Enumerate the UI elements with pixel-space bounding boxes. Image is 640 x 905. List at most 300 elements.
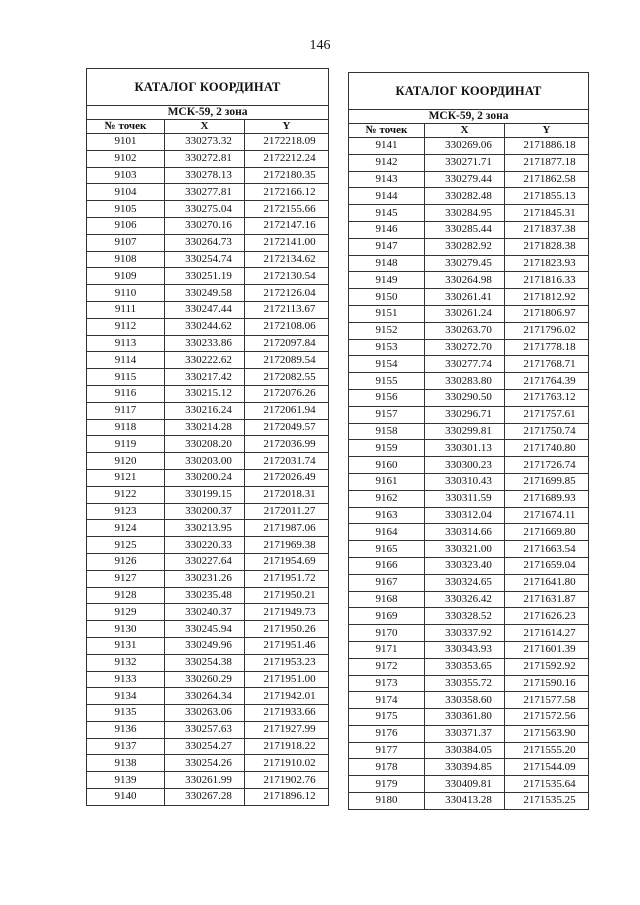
point-number-cell: 9106 xyxy=(87,217,165,234)
table-row xyxy=(87,335,329,352)
point-number-cell: 9149 xyxy=(349,272,425,289)
y-coordinate-cell: 2171969.38 xyxy=(245,537,329,554)
point-number-cell: 9110 xyxy=(87,285,165,302)
table-row xyxy=(87,654,329,671)
point-number-cell: 9127 xyxy=(87,570,165,587)
y-coordinate-cell: 2171663.54 xyxy=(505,541,589,558)
table-row xyxy=(349,406,589,423)
table-row xyxy=(349,289,589,306)
point-number-cell: 9155 xyxy=(349,373,425,390)
point-number-cell: 9112 xyxy=(87,318,165,335)
point-number-cell: 9122 xyxy=(87,486,165,503)
point-number-cell: 9104 xyxy=(87,184,165,201)
point-number-cell: 9171 xyxy=(349,641,425,658)
x-coordinate-cell: 330235.48 xyxy=(165,587,245,604)
y-coordinate-cell: 2171942.01 xyxy=(245,688,329,705)
x-coordinate-cell: 330413.28 xyxy=(425,793,505,810)
point-number-cell: 9132 xyxy=(87,654,165,671)
point-number-cell: 9111 xyxy=(87,301,165,318)
coordinate-system-zone: МСК-59, 2 зона xyxy=(87,106,329,120)
coordinate-catalog-table-left xyxy=(86,68,329,806)
point-number-cell: 9133 xyxy=(87,671,165,688)
point-number-cell: 9139 xyxy=(87,772,165,789)
table-row xyxy=(87,453,329,470)
point-number-cell: 9124 xyxy=(87,520,165,537)
point-number-cell: 9126 xyxy=(87,553,165,570)
point-number-cell: 9160 xyxy=(349,457,425,474)
y-coordinate-cell: 2171592.92 xyxy=(505,658,589,675)
y-coordinate-cell: 2171689.93 xyxy=(505,490,589,507)
x-coordinate-cell: 330257.63 xyxy=(165,721,245,738)
column-header-point-number: № точек xyxy=(87,120,165,134)
point-number-cell: 9120 xyxy=(87,453,165,470)
table-row xyxy=(349,524,589,541)
table-row xyxy=(87,469,329,486)
table-row xyxy=(87,520,329,537)
table-row xyxy=(349,725,589,742)
y-coordinate-cell: 2171740.80 xyxy=(505,440,589,457)
table-row xyxy=(87,268,329,285)
table-row xyxy=(349,171,589,188)
point-number-cell: 9173 xyxy=(349,675,425,692)
table-row xyxy=(87,671,329,688)
x-coordinate-cell: 330271.71 xyxy=(425,154,505,171)
y-coordinate-cell: 2171951.00 xyxy=(245,671,329,688)
x-coordinate-cell: 330282.48 xyxy=(425,188,505,205)
x-coordinate-cell: 330371.37 xyxy=(425,725,505,742)
table-row xyxy=(87,537,329,554)
y-coordinate-cell: 2172126.04 xyxy=(245,285,329,302)
point-number-cell: 9152 xyxy=(349,322,425,339)
x-coordinate-cell: 330278.13 xyxy=(165,167,245,184)
point-number-cell: 9135 xyxy=(87,705,165,722)
column-header-x: X xyxy=(425,124,505,138)
point-number-cell: 9113 xyxy=(87,335,165,352)
catalog-title: КАТАЛОГ КООРДИНАТ xyxy=(349,73,589,110)
x-coordinate-cell: 330261.99 xyxy=(165,772,245,789)
table-row xyxy=(87,503,329,520)
y-coordinate-cell: 2172097.84 xyxy=(245,335,329,352)
table-row xyxy=(349,322,589,339)
table-row xyxy=(349,440,589,457)
point-number-cell: 9115 xyxy=(87,369,165,386)
x-coordinate-cell: 330358.60 xyxy=(425,692,505,709)
point-number-cell: 9170 xyxy=(349,625,425,642)
table-row xyxy=(349,793,589,810)
x-coordinate-cell: 330247.44 xyxy=(165,301,245,318)
y-coordinate-cell: 2171572.56 xyxy=(505,709,589,726)
x-coordinate-cell: 330279.44 xyxy=(425,171,505,188)
y-coordinate-cell: 2171631.87 xyxy=(505,591,589,608)
table-row xyxy=(349,759,589,776)
point-number-cell: 9138 xyxy=(87,755,165,772)
x-coordinate-cell: 330264.98 xyxy=(425,272,505,289)
y-coordinate-cell: 2171544.09 xyxy=(505,759,589,776)
x-coordinate-cell: 330321.00 xyxy=(425,541,505,558)
y-coordinate-cell: 2172147.16 xyxy=(245,217,329,234)
x-coordinate-cell: 330337.92 xyxy=(425,625,505,642)
table-row xyxy=(87,251,329,268)
x-coordinate-cell: 330222.62 xyxy=(165,352,245,369)
point-number-cell: 9159 xyxy=(349,440,425,457)
point-number-cell: 9157 xyxy=(349,406,425,423)
x-coordinate-cell: 330269.06 xyxy=(425,138,505,155)
y-coordinate-cell: 2171796.02 xyxy=(505,322,589,339)
x-coordinate-cell: 330277.81 xyxy=(165,184,245,201)
y-coordinate-cell: 2172049.57 xyxy=(245,419,329,436)
point-number-cell: 9153 xyxy=(349,339,425,356)
point-number-cell: 9141 xyxy=(349,138,425,155)
point-number-cell: 9150 xyxy=(349,289,425,306)
table-row xyxy=(87,134,329,151)
point-number-cell: 9117 xyxy=(87,402,165,419)
table-row xyxy=(87,738,329,755)
table-row xyxy=(349,154,589,171)
x-coordinate-cell: 330251.19 xyxy=(165,268,245,285)
y-coordinate-cell: 2172218.09 xyxy=(245,134,329,151)
y-coordinate-cell: 2171726.74 xyxy=(505,457,589,474)
y-coordinate-cell: 2171806.97 xyxy=(505,305,589,322)
x-coordinate-cell: 330261.24 xyxy=(425,305,505,322)
y-coordinate-cell: 2171950.26 xyxy=(245,621,329,638)
table-row xyxy=(349,574,589,591)
y-coordinate-cell: 2172212.24 xyxy=(245,150,329,167)
table-row xyxy=(349,221,589,238)
y-coordinate-cell: 2171626.23 xyxy=(505,608,589,625)
point-number-cell: 9101 xyxy=(87,134,165,151)
point-number-cell: 9105 xyxy=(87,201,165,218)
y-coordinate-cell: 2171933.66 xyxy=(245,705,329,722)
y-coordinate-cell: 2171563.90 xyxy=(505,725,589,742)
y-coordinate-cell: 2171987.06 xyxy=(245,520,329,537)
y-coordinate-cell: 2171949.73 xyxy=(245,604,329,621)
point-number-cell: 9174 xyxy=(349,692,425,709)
point-number-cell: 9180 xyxy=(349,793,425,810)
point-number-cell: 9165 xyxy=(349,541,425,558)
table-row xyxy=(87,318,329,335)
table-row xyxy=(349,591,589,608)
point-number-cell: 9158 xyxy=(349,423,425,440)
x-coordinate-cell: 330227.64 xyxy=(165,553,245,570)
table-row xyxy=(87,167,329,184)
y-coordinate-cell: 2171601.39 xyxy=(505,641,589,658)
point-number-cell: 9119 xyxy=(87,436,165,453)
x-coordinate-cell: 330285.44 xyxy=(425,221,505,238)
point-number-cell: 9107 xyxy=(87,234,165,251)
x-coordinate-cell: 330263.06 xyxy=(165,705,245,722)
point-number-cell: 9125 xyxy=(87,537,165,554)
x-coordinate-cell: 330216.24 xyxy=(165,402,245,419)
point-number-cell: 9142 xyxy=(349,154,425,171)
x-coordinate-cell: 330260.29 xyxy=(165,671,245,688)
x-coordinate-cell: 330283.80 xyxy=(425,373,505,390)
point-number-cell: 9144 xyxy=(349,188,425,205)
point-number-cell: 9130 xyxy=(87,621,165,638)
table-row xyxy=(349,373,589,390)
x-coordinate-cell: 330261.41 xyxy=(425,289,505,306)
point-number-cell: 9131 xyxy=(87,637,165,654)
table-row xyxy=(349,675,589,692)
y-coordinate-cell: 2171910.02 xyxy=(245,755,329,772)
y-coordinate-cell: 2172018.31 xyxy=(245,486,329,503)
y-coordinate-cell: 2171768.71 xyxy=(505,356,589,373)
y-coordinate-cell: 2172108.06 xyxy=(245,318,329,335)
y-coordinate-cell: 2171659.04 xyxy=(505,557,589,574)
point-number-cell: 9145 xyxy=(349,205,425,222)
y-coordinate-cell: 2171816.33 xyxy=(505,272,589,289)
x-coordinate-cell: 330199.15 xyxy=(165,486,245,503)
x-coordinate-cell: 330384.05 xyxy=(425,742,505,759)
y-coordinate-cell: 2171855.13 xyxy=(505,188,589,205)
coordinate-system-zone: МСК-59, 2 зона xyxy=(349,110,589,124)
table-row xyxy=(349,188,589,205)
point-number-cell: 9169 xyxy=(349,608,425,625)
y-coordinate-cell: 2171812.92 xyxy=(505,289,589,306)
table-row xyxy=(87,301,329,318)
x-coordinate-cell: 330324.65 xyxy=(425,574,505,591)
point-number-cell: 9148 xyxy=(349,255,425,272)
point-number-cell: 9134 xyxy=(87,688,165,705)
table-row xyxy=(87,705,329,722)
y-coordinate-cell: 2172155.66 xyxy=(245,201,329,218)
point-number-cell: 9167 xyxy=(349,574,425,591)
y-coordinate-cell: 2171862.58 xyxy=(505,171,589,188)
y-coordinate-cell: 2171669.80 xyxy=(505,524,589,541)
y-coordinate-cell: 2172113.67 xyxy=(245,301,329,318)
column-header-y: Y xyxy=(505,124,589,138)
x-coordinate-cell: 330254.38 xyxy=(165,654,245,671)
column-header-y: Y xyxy=(245,120,329,134)
table-row xyxy=(87,570,329,587)
point-number-cell: 9161 xyxy=(349,473,425,490)
y-coordinate-cell: 2171951.46 xyxy=(245,637,329,654)
x-coordinate-cell: 330270.16 xyxy=(165,217,245,234)
table-row xyxy=(87,637,329,654)
table-row xyxy=(349,356,589,373)
x-coordinate-cell: 330273.32 xyxy=(165,134,245,151)
point-number-cell: 9147 xyxy=(349,238,425,255)
x-coordinate-cell: 330231.26 xyxy=(165,570,245,587)
table-row xyxy=(349,205,589,222)
table-row xyxy=(349,238,589,255)
y-coordinate-cell: 2171951.72 xyxy=(245,570,329,587)
table-row xyxy=(87,369,329,386)
point-number-cell: 9128 xyxy=(87,587,165,604)
x-coordinate-cell: 330409.81 xyxy=(425,776,505,793)
point-number-cell: 9178 xyxy=(349,759,425,776)
x-coordinate-cell: 330244.62 xyxy=(165,318,245,335)
point-number-cell: 9102 xyxy=(87,150,165,167)
y-coordinate-cell: 2171764.39 xyxy=(505,373,589,390)
table-row xyxy=(349,138,589,155)
x-coordinate-cell: 330240.37 xyxy=(165,604,245,621)
x-coordinate-cell: 330264.73 xyxy=(165,234,245,251)
x-coordinate-cell: 330214.28 xyxy=(165,419,245,436)
y-coordinate-cell: 2171954.69 xyxy=(245,553,329,570)
catalog-title: КАТАЛОГ КООРДИНАТ xyxy=(87,69,329,106)
x-coordinate-cell: 330203.00 xyxy=(165,453,245,470)
table-row xyxy=(87,217,329,234)
point-number-cell: 9177 xyxy=(349,742,425,759)
y-coordinate-cell: 2172141.00 xyxy=(245,234,329,251)
x-coordinate-cell: 330249.96 xyxy=(165,637,245,654)
table-row xyxy=(87,419,329,436)
x-coordinate-cell: 330200.37 xyxy=(165,503,245,520)
y-coordinate-cell: 2171902.76 xyxy=(245,772,329,789)
y-coordinate-cell: 2172089.54 xyxy=(245,352,329,369)
x-coordinate-cell: 330249.58 xyxy=(165,285,245,302)
point-number-cell: 9162 xyxy=(349,490,425,507)
y-coordinate-cell: 2171757.61 xyxy=(505,406,589,423)
table-row xyxy=(349,272,589,289)
y-coordinate-cell: 2171828.38 xyxy=(505,238,589,255)
x-coordinate-cell: 330263.70 xyxy=(425,322,505,339)
y-coordinate-cell: 2171823.93 xyxy=(505,255,589,272)
x-coordinate-cell: 330254.74 xyxy=(165,251,245,268)
table-row xyxy=(349,255,589,272)
x-coordinate-cell: 330275.04 xyxy=(165,201,245,218)
point-number-cell: 9109 xyxy=(87,268,165,285)
y-coordinate-cell: 2171590.16 xyxy=(505,675,589,692)
x-coordinate-cell: 330314.66 xyxy=(425,524,505,541)
x-coordinate-cell: 330311.59 xyxy=(425,490,505,507)
point-number-cell: 9129 xyxy=(87,604,165,621)
y-coordinate-cell: 2172031.74 xyxy=(245,453,329,470)
y-coordinate-cell: 2171918.22 xyxy=(245,738,329,755)
y-coordinate-cell: 2172166.12 xyxy=(245,184,329,201)
x-coordinate-cell: 330220.33 xyxy=(165,537,245,554)
table-row xyxy=(87,688,329,705)
x-coordinate-cell: 330323.40 xyxy=(425,557,505,574)
point-number-cell: 9168 xyxy=(349,591,425,608)
x-coordinate-cell: 330208.20 xyxy=(165,436,245,453)
y-coordinate-cell: 2171886.18 xyxy=(505,138,589,155)
x-coordinate-cell: 330394.85 xyxy=(425,759,505,776)
y-coordinate-cell: 2171535.64 xyxy=(505,776,589,793)
x-coordinate-cell: 330217.42 xyxy=(165,369,245,386)
table-row xyxy=(87,486,329,503)
x-coordinate-cell: 330282.92 xyxy=(425,238,505,255)
point-number-cell: 9151 xyxy=(349,305,425,322)
table-row xyxy=(87,721,329,738)
x-coordinate-cell: 330277.74 xyxy=(425,356,505,373)
y-coordinate-cell: 2172011.27 xyxy=(245,503,329,520)
table-body xyxy=(349,138,589,810)
table-row xyxy=(349,692,589,709)
y-coordinate-cell: 2171699.85 xyxy=(505,473,589,490)
table-row xyxy=(87,553,329,570)
point-number-cell: 9118 xyxy=(87,419,165,436)
point-number-cell: 9136 xyxy=(87,721,165,738)
y-coordinate-cell: 2171674.11 xyxy=(505,507,589,524)
x-coordinate-cell: 330300.23 xyxy=(425,457,505,474)
y-coordinate-cell: 2171927.99 xyxy=(245,721,329,738)
y-coordinate-cell: 2171950.21 xyxy=(245,587,329,604)
table-row xyxy=(349,709,589,726)
y-coordinate-cell: 2171763.12 xyxy=(505,389,589,406)
point-number-cell: 9179 xyxy=(349,776,425,793)
y-coordinate-cell: 2171778.18 xyxy=(505,339,589,356)
table-row xyxy=(87,587,329,604)
x-coordinate-cell: 330361.80 xyxy=(425,709,505,726)
table-body xyxy=(87,134,329,806)
y-coordinate-cell: 2171896.12 xyxy=(245,789,329,806)
x-coordinate-cell: 330267.28 xyxy=(165,789,245,806)
y-coordinate-cell: 2172082.55 xyxy=(245,369,329,386)
point-number-cell: 9116 xyxy=(87,385,165,402)
y-coordinate-cell: 2172134.62 xyxy=(245,251,329,268)
table-row xyxy=(349,490,589,507)
x-coordinate-cell: 330326.42 xyxy=(425,591,505,608)
table-row xyxy=(87,352,329,369)
x-coordinate-cell: 330310.43 xyxy=(425,473,505,490)
x-coordinate-cell: 330233.86 xyxy=(165,335,245,352)
x-coordinate-cell: 330284.95 xyxy=(425,205,505,222)
point-number-cell: 9164 xyxy=(349,524,425,541)
y-coordinate-cell: 2171555.20 xyxy=(505,742,589,759)
table-row xyxy=(87,789,329,806)
table-row xyxy=(349,625,589,642)
x-coordinate-cell: 330213.95 xyxy=(165,520,245,537)
table-row xyxy=(87,285,329,302)
y-coordinate-cell: 2171877.18 xyxy=(505,154,589,171)
y-coordinate-cell: 2172061.94 xyxy=(245,402,329,419)
x-coordinate-cell: 330355.72 xyxy=(425,675,505,692)
table-row xyxy=(87,402,329,419)
table-row xyxy=(87,150,329,167)
x-coordinate-cell: 330290.50 xyxy=(425,389,505,406)
table-row xyxy=(349,339,589,356)
x-coordinate-cell: 330353.65 xyxy=(425,658,505,675)
table-row xyxy=(87,772,329,789)
point-number-cell: 9176 xyxy=(349,725,425,742)
coordinate-catalog-table-right xyxy=(348,72,589,810)
point-number-cell: 9154 xyxy=(349,356,425,373)
table-row xyxy=(349,457,589,474)
y-coordinate-cell: 2171837.38 xyxy=(505,221,589,238)
table-row xyxy=(87,234,329,251)
y-coordinate-cell: 2172026.49 xyxy=(245,469,329,486)
x-coordinate-cell: 330254.26 xyxy=(165,755,245,772)
point-number-cell: 9172 xyxy=(349,658,425,675)
x-coordinate-cell: 330272.81 xyxy=(165,150,245,167)
point-number-cell: 9137 xyxy=(87,738,165,755)
x-coordinate-cell: 330279.45 xyxy=(425,255,505,272)
point-number-cell: 9166 xyxy=(349,557,425,574)
x-coordinate-cell: 330328.52 xyxy=(425,608,505,625)
y-coordinate-cell: 2172036.99 xyxy=(245,436,329,453)
point-number-cell: 9163 xyxy=(349,507,425,524)
table-row xyxy=(87,385,329,402)
point-number-cell: 9103 xyxy=(87,167,165,184)
table-row xyxy=(349,541,589,558)
table-row xyxy=(349,389,589,406)
x-coordinate-cell: 330254.27 xyxy=(165,738,245,755)
table-row xyxy=(349,507,589,524)
table-row xyxy=(349,742,589,759)
x-coordinate-cell: 330264.34 xyxy=(165,688,245,705)
point-number-cell: 9175 xyxy=(349,709,425,726)
x-coordinate-cell: 330299.81 xyxy=(425,423,505,440)
y-coordinate-cell: 2172076.26 xyxy=(245,385,329,402)
x-coordinate-cell: 330301.13 xyxy=(425,440,505,457)
table-row xyxy=(349,641,589,658)
y-coordinate-cell: 2171845.31 xyxy=(505,205,589,222)
x-coordinate-cell: 330343.93 xyxy=(425,641,505,658)
table-row xyxy=(87,201,329,218)
y-coordinate-cell: 2171535.25 xyxy=(505,793,589,810)
table-row xyxy=(349,423,589,440)
